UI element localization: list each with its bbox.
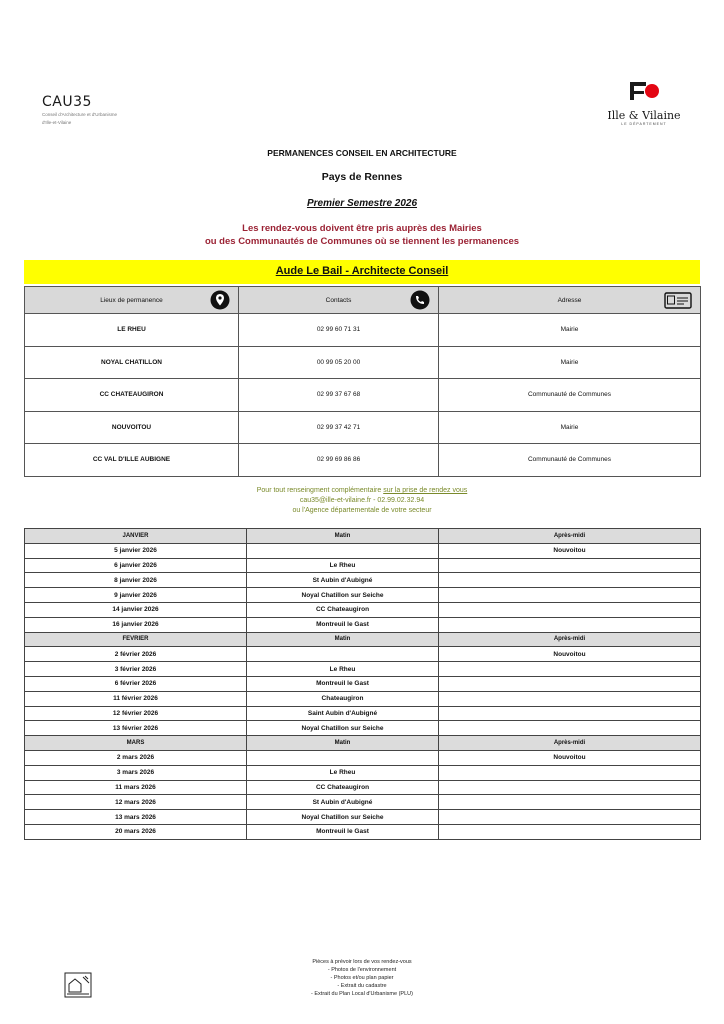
contact-address: Communauté de Communes (439, 444, 701, 477)
info-line-1 (0, 486, 724, 496)
schedule-date: 11 mars 2026 (25, 780, 247, 795)
ille-vilaine-name: Ille & Vilaine (607, 109, 681, 122)
schedule-date: 3 mars 2026 (25, 765, 247, 780)
contacts-header-row (25, 287, 701, 314)
afternoon-location: Nouvoitou (439, 647, 701, 662)
afternoon-location (439, 558, 701, 573)
afternoon-location (439, 676, 701, 691)
afternoon-header: Après-midi (439, 632, 701, 647)
contact-row (25, 444, 701, 477)
afternoon-location (439, 662, 701, 677)
afternoon-location (439, 617, 701, 632)
afternoon-location: Nouvoitou (439, 750, 701, 765)
morning-location: Noyal Chatillon sur Seiche (247, 721, 439, 736)
schedule-row (25, 676, 701, 691)
morning-location: Saint Aubin d'Aubigné (247, 706, 439, 721)
contact-phone: 02 99 69 86 86 (239, 444, 439, 477)
morning-location: Montreuil le Gast (247, 617, 439, 632)
afternoon-location (439, 795, 701, 810)
morning-location: Montreuil le Gast (247, 676, 439, 691)
afternoon-location (439, 588, 701, 603)
afternoon-location (439, 691, 701, 706)
phone-icon (410, 290, 430, 310)
schedule-row (25, 617, 701, 632)
notice-line-1: Les rendez-vous doivent être pris auprès des Mairies (242, 223, 482, 234)
morning-location: Le Rheu (247, 765, 439, 780)
schedule-row (25, 780, 701, 795)
contact-location: NOYAL CHATILLON (25, 346, 239, 379)
region-title: Pays de Rennes (321, 171, 403, 183)
schedule-row (25, 588, 701, 603)
address-header (439, 287, 701, 314)
contact-row (25, 346, 701, 379)
contact-phone: 02 99 37 42 71 (239, 411, 439, 444)
schedule-row (25, 721, 701, 736)
contact-row (25, 314, 701, 347)
schedule-date: 5 janvier 2026 (25, 543, 247, 558)
info-line-3: ou l'Agence départementale de votre secteur (292, 507, 432, 514)
cau35-tagline-2: d'Ille-et-Vilaine (42, 120, 72, 125)
schedule-row (25, 706, 701, 721)
afternoon-location (439, 810, 701, 825)
afternoon-location (439, 765, 701, 780)
morning-location: Montreuil le Gast (247, 824, 439, 839)
footer-line: - Photos et/ou plan papier (330, 975, 394, 981)
footer-line: - Extrait du cadastre (337, 983, 387, 989)
afternoon-header: Après-midi (439, 736, 701, 751)
schedule-row (25, 691, 701, 706)
afternoon-location (439, 602, 701, 617)
ille-vilaine-logo (606, 80, 682, 126)
footer-line: - Extrait du Plan Local d'Urbanisme (PLU) (311, 991, 413, 997)
info-email-phone: cau35@ille-et-vilaine.fr - 02.99.02.32.94 (299, 497, 425, 504)
morning-location (247, 647, 439, 662)
schedule-date: 2 février 2026 (25, 647, 247, 662)
contact-address: Mairie (439, 411, 701, 444)
schedule-table (24, 528, 701, 840)
schedule-date: 14 janvier 2026 (25, 602, 247, 617)
morning-header: Matin (247, 632, 439, 647)
month-name: JANVIER (25, 529, 247, 544)
schedule-date: 11 février 2026 (25, 691, 247, 706)
footer-line: Pièces à prévoir lors de vos rendez-vous (312, 959, 412, 965)
schedule-date: 12 mars 2026 (25, 795, 247, 810)
schedule-row (25, 750, 701, 765)
morning-location: St Aubin d'Aubigné (247, 795, 439, 810)
schedule-row (25, 795, 701, 810)
cau35-tagline-1: Conseil d'Architecture et d'Urbanisme (42, 112, 118, 117)
schedule-date: 2 mars 2026 (25, 750, 247, 765)
month-header-row (25, 632, 701, 647)
address-header-label: Adresse (557, 296, 582, 304)
schedule-date: 12 février 2026 (25, 706, 247, 721)
location-header (25, 287, 239, 314)
schedule-row (25, 602, 701, 617)
afternoon-location (439, 573, 701, 588)
contact-location: CC CHATEAUGIRON (25, 379, 239, 412)
morning-location: CC Chateaugiron (247, 780, 439, 795)
address-card-icon (664, 290, 692, 310)
architect-name: Aude Le Bail - Architecte Conseil (275, 265, 449, 277)
afternoon-location: Nouvoitou (439, 543, 701, 558)
afternoon-location (439, 706, 701, 721)
schedule-row (25, 573, 701, 588)
schedule-row (25, 558, 701, 573)
morning-header: Matin (247, 736, 439, 751)
contact-address: Mairie (439, 346, 701, 379)
contact-row (25, 411, 701, 444)
contact-location: LE RHEU (25, 314, 239, 347)
contact-phone: 02 99 37 67 68 (239, 379, 439, 412)
afternoon-location (439, 780, 701, 795)
morning-location: Le Rheu (247, 558, 439, 573)
schedule-date: 6 février 2026 (25, 676, 247, 691)
month-name: MARS (25, 736, 247, 751)
ille-vilaine-emblem-icon (624, 80, 664, 102)
morning-location (247, 543, 439, 558)
schedule-date: 20 mars 2026 (25, 824, 247, 839)
contact-address: Mairie (439, 314, 701, 347)
afternoon-header: Après-midi (439, 529, 701, 544)
semester-title: Premier Semestre 2026 (306, 198, 418, 209)
schedule-row (25, 647, 701, 662)
morning-location: Chateaugiron (247, 691, 439, 706)
appointment-notice (0, 222, 724, 248)
schedule-date: 13 février 2026 (25, 721, 247, 736)
cau35-logo-name: CAU35 (42, 94, 92, 110)
contacts-header-label: Contacts (325, 296, 352, 304)
notice-line-2: ou des Communautés de Communes où se tiennent les permanences (204, 236, 520, 247)
month-header-row (25, 529, 701, 544)
contact-address: Communauté de Communes (439, 379, 701, 412)
contact-location: CC VAL D'ILLE AUBIGNE (25, 444, 239, 477)
schedule-row (25, 662, 701, 677)
contacts-header (239, 287, 439, 314)
contact-phone: 02 99 60 71 31 (239, 314, 439, 347)
contact-row (25, 379, 701, 412)
info-line-1-prefix: Pour tout renseingment complémentaire (256, 487, 384, 494)
appointment-link[interactable]: sur la prise de rendez vous (383, 487, 468, 494)
morning-location: Noyal Chatillon sur Seiche (247, 588, 439, 603)
location-header-label: Lieux de permanence (100, 296, 163, 304)
contact-phone: 00 99 05 20 00 (239, 346, 439, 379)
afternoon-location (439, 721, 701, 736)
morning-location: CC Chateaugiron (247, 602, 439, 617)
morning-location (247, 750, 439, 765)
contact-location: NOUVOITOU (25, 411, 239, 444)
schedule-date: 6 janvier 2026 (25, 558, 247, 573)
schedule-date: 9 janvier 2026 (25, 588, 247, 603)
cau35-logo (42, 94, 182, 126)
contacts-table (24, 286, 701, 477)
month-header-row (25, 736, 701, 751)
document-heading: PERMANENCES CONSEIL EN ARCHITECTURE (267, 148, 457, 158)
morning-location: St Aubin d'Aubigné (247, 573, 439, 588)
morning-location: Noyal Chatillon sur Seiche (247, 810, 439, 825)
architect-banner (24, 260, 700, 284)
schedule-row (25, 543, 701, 558)
schedule-row (25, 765, 701, 780)
schedule-date: 13 mars 2026 (25, 810, 247, 825)
afternoon-location (439, 824, 701, 839)
schedule-row (25, 810, 701, 825)
location-pin-icon (210, 290, 230, 310)
month-name: FEVRIER (25, 632, 247, 647)
schedule-date: 3 février 2026 (25, 662, 247, 677)
schedule-date: 16 janvier 2026 (25, 617, 247, 632)
footer-line: - Photos de l'environnement (327, 967, 397, 973)
morning-header: Matin (247, 529, 439, 544)
ille-vilaine-sub: LE DÉPARTEMENT (621, 122, 667, 126)
footer-notes (0, 958, 724, 998)
schedule-date: 8 janvier 2026 (25, 573, 247, 588)
info-block (0, 486, 724, 516)
morning-location: Le Rheu (247, 662, 439, 677)
schedule-row (25, 824, 701, 839)
